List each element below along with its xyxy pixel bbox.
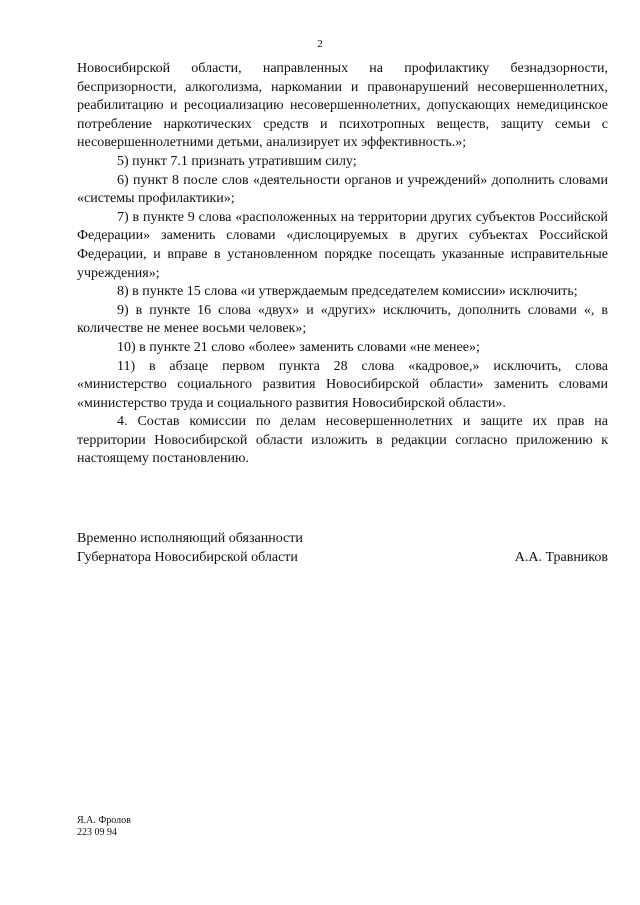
signer-title-line2: Губернатора Новосибирской области xyxy=(77,549,298,565)
signer-row xyxy=(77,549,608,568)
signer-title-line1: Временно исполняющий обязанности xyxy=(77,531,303,546)
paragraph-item-10: 10) в пункте 21 слово «более» заменить словами «не менее»; xyxy=(117,339,480,355)
document-body xyxy=(77,60,608,469)
executor-phone: 223 09 94 xyxy=(77,827,117,838)
paragraph-item-8: 8) в пункте 15 слова «и утверждаемым председателем комиссии» исключить; xyxy=(117,284,578,300)
page-number: 2 xyxy=(317,38,323,50)
paragraph-continuation: Новосибирской области, направленных на профилактику безнадзорности, беспризорности, алкоголизма, наркомании и правонарушений несовершеннолетних, реабилитацию и ресоциализацию несовершеннолетних, допускающих немедицинское потребление наркотических средств и психотропных веществ, защиту семьи с несовершеннолетними детьми, анализирует их эффективность.»; xyxy=(77,61,608,151)
paragraph-item-11: 11) в абзаце первом пункта 28 слова «кадровое,» исключить, слова «министерство социального развития Новосибирской области» заменить словами «министерство труда и социального развития Новосибирской области». xyxy=(77,358,608,411)
signer-name: А.А. Травников xyxy=(514,549,608,565)
paragraph-item-7: 7) в пункте 9 слова «расположенных на территории других субъектов Российской Федерации» заменить словами «дислоцируемых в других субъектах Российской Федерации, и вправе в установленном порядке посещать указанные исправительные учреждения»; xyxy=(77,209,608,281)
executor-block xyxy=(77,815,131,839)
paragraph-section-4: 4. Состав комиссии по делам несовершеннолетних и защите их прав на территории Новосибирской области изложить в редакции согласно приложению к настоящему постановлению. xyxy=(77,414,608,467)
executor-name: Я.А. Фролов xyxy=(77,815,131,826)
signature-block xyxy=(77,530,608,567)
paragraph-item-6: 6) пункт 8 после слов «деятельности органов и учреждений» дополнить словами «системы профилактики»; xyxy=(77,172,608,207)
paragraph-item-9: 9) в пункте 16 слова «двух» и «других» исключить, дополнить словами «, в количестве не менее восьми человек»; xyxy=(77,302,608,337)
paragraph-item-5: 5) пункт 7.1 признать утратившим силу; xyxy=(117,153,357,169)
